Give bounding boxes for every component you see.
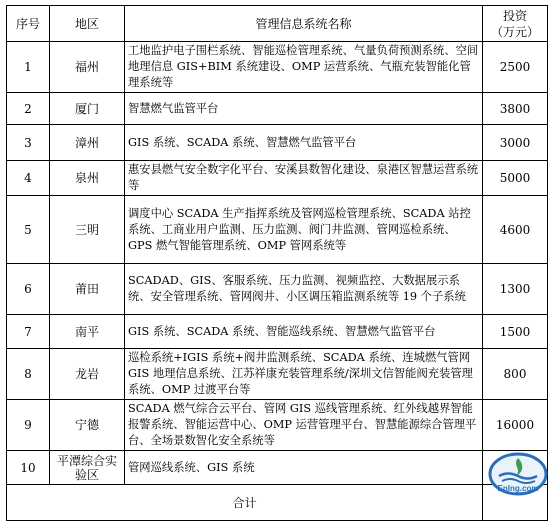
row-num: 2: [7, 93, 50, 125]
watermark-text: Enlng.com: [497, 484, 539, 493]
row-region: 平潭综合实验区: [50, 451, 125, 485]
row-region: 莆田: [50, 264, 125, 315]
row-num: 10: [7, 451, 50, 485]
row-region: 泉州: [50, 161, 125, 196]
row-systems: 智慧燃气监管平台: [125, 93, 483, 125]
row-region: 南平: [50, 315, 125, 349]
row-investment: 3800: [483, 93, 548, 125]
table-row: [7, 42, 548, 93]
table-row: [7, 451, 548, 485]
row-num: 7: [7, 315, 50, 349]
row-investment: 800: [483, 349, 548, 400]
row-num: 3: [7, 125, 50, 161]
total-row: [7, 485, 548, 521]
investment-table: [6, 5, 548, 521]
row-region: 宁德: [50, 400, 125, 451]
row-investment: 1500: [483, 315, 548, 349]
row-num: 1: [7, 42, 50, 93]
row-systems: 工地监护电子围栏系统、智能巡检管理系统、气量负荷预测系统、空间地理信息 GIS+BIM 系统建设、OMP 运营系统、气瓶充装智能化管理系统等: [125, 42, 483, 93]
row-num: 4: [7, 161, 50, 196]
total-label: 合计: [7, 485, 483, 521]
gas-flame-logo-icon: [487, 452, 549, 496]
row-systems: 管网巡线系统、GIS 系统: [125, 451, 483, 485]
row-investment: 1300: [483, 264, 548, 315]
header-investment: [483, 6, 548, 42]
row-systems: GIS 系统、SCADA 系统、智能巡线系统、智慧燃气监管平台: [125, 315, 483, 349]
table-row: [7, 125, 548, 161]
row-region: 漳州: [50, 125, 125, 161]
table-row: [7, 196, 548, 264]
table-row: [7, 349, 548, 400]
table-header-row: [7, 6, 548, 42]
table-row: [7, 93, 548, 125]
row-investment: 3000: [483, 125, 548, 161]
row-investment: 2500: [483, 42, 548, 93]
header-investment-line2: （万元）: [490, 24, 539, 39]
row-systems: SCADA 燃气综合云平台、管网 GIS 巡线管理系统、红外线越界智能报警系统、智能运营中心、OMP 运营管理平台、智慧能源综合管理平台、全场景数智化安全系统等: [125, 400, 483, 451]
row-region: 龙岩: [50, 349, 125, 400]
row-region: 三明: [50, 196, 125, 264]
table-row: [7, 264, 548, 315]
row-region: 福州: [50, 42, 125, 93]
header-investment-line1: 投资: [502, 8, 527, 23]
table-row: [7, 315, 548, 349]
watermark-logo: [487, 452, 549, 496]
row-systems: GIS 系统、SCADA 系统、智慧燃气监管平台: [125, 125, 483, 161]
row-region: 厦门: [50, 93, 125, 125]
row-num: 8: [7, 349, 50, 400]
header-systems: 管理信息系统名称: [125, 6, 483, 42]
row-investment: 5000: [483, 161, 548, 196]
row-num: 5: [7, 196, 50, 264]
row-investment: 16000: [483, 400, 548, 451]
row-systems: 调度中心 SCADA 生产指挥系统及管网巡检管理系统、SCADA 站控系统、工商业用户监测、压力监测、阀门井监测、管网巡检系统、GPS 燃气智能管理系统、OMP 管网系统等: [125, 196, 483, 264]
table-row: [7, 161, 548, 196]
row-systems: 惠安县燃气安全数字化平台、安溪县数智化建设、泉港区智慧运营系统等: [125, 161, 483, 196]
row-systems: 巡检系统+IGIS 系统+阀井监测系统、SCADA 系统、连城燃气管网 GIS 地理信息系统、江苏祥康充装管理系统/深圳文信智能阀充装管理系统、OMP 过渡平台等: [125, 349, 483, 400]
row-num: 9: [7, 400, 50, 451]
row-num: 6: [7, 264, 50, 315]
header-region: 地区: [50, 6, 125, 42]
row-systems: SCADAD、GIS、客服系统、压力监测、视频监控、大数据展示系统、安全管理系统、管网阀井、小区调压箱监测系统等 19 个子系统: [125, 264, 483, 315]
table-row: [7, 400, 548, 451]
row-investment: 4600: [483, 196, 548, 264]
header-num: 序号: [7, 6, 50, 42]
